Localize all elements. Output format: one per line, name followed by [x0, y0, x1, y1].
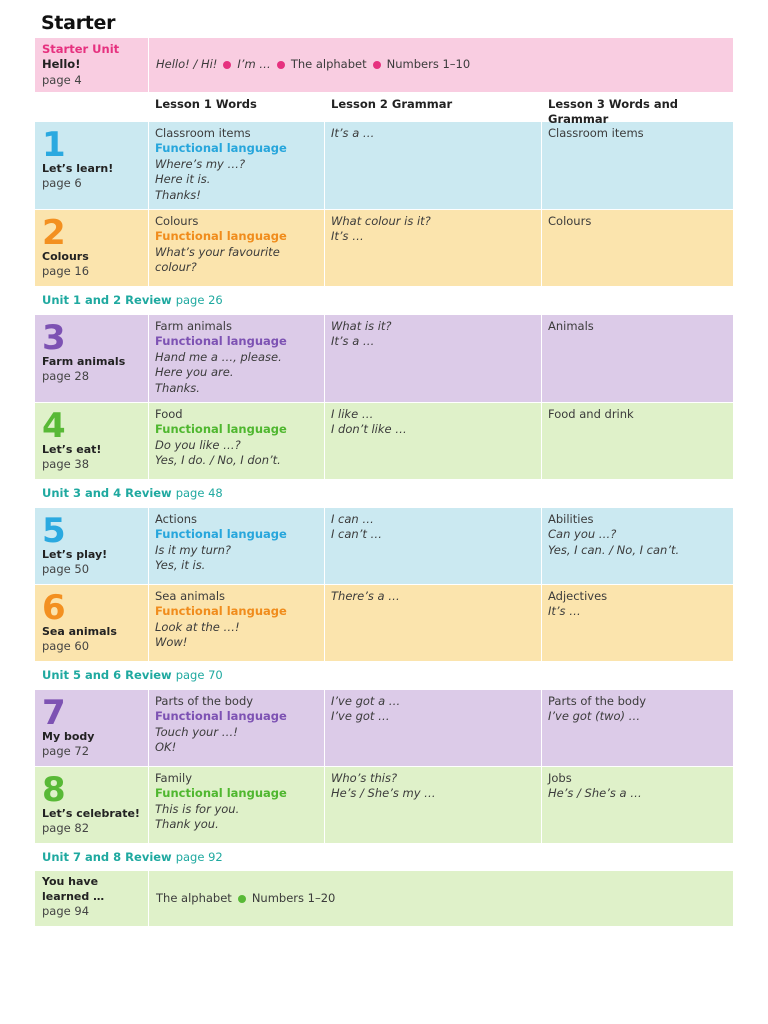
grammar-phrase: I’ve got …: [331, 709, 390, 724]
unit-name: Farm animals: [42, 355, 126, 368]
grammar-phrase: I don’t like …: [331, 422, 407, 437]
lesson-1-cell: [148, 508, 324, 584]
review-label: Unit 1 and 2 Review: [42, 293, 172, 307]
starter-item: Hello! / Hi!: [156, 57, 218, 72]
bullet-dot-icon: [277, 61, 285, 69]
page-title: Starter: [41, 12, 116, 34]
lesson-2-cell: [324, 585, 541, 661]
unit-number: 5: [42, 511, 66, 551]
unit-name: Let’s eat!: [42, 443, 102, 456]
grammar-phrase: It’s …: [331, 229, 364, 244]
functional-language-phrase: Here it is.: [155, 172, 211, 187]
functional-language-phrase: Look at the …!: [155, 619, 240, 634]
starter-unit-contents: [148, 38, 733, 92]
lesson-3-words: Adjectives: [548, 589, 608, 603]
review-row[interactable]: [35, 479, 733, 507]
bullet-dot-icon: [373, 61, 381, 69]
lesson-1-cell: [148, 767, 324, 843]
lesson-1-words: Sea animals: [155, 589, 226, 603]
functional-language-phrase: Here you are.: [155, 365, 234, 380]
lesson-1-words: Actions: [155, 512, 198, 526]
lesson-3-words: Jobs: [548, 771, 572, 785]
lesson-2-cell: [324, 767, 541, 843]
functional-language-phrase: OK!: [155, 740, 177, 755]
starter-item: The alphabet: [290, 57, 367, 72]
table-of-contents: [35, 38, 733, 926]
review-page: page 70: [175, 668, 223, 682]
functional-language-phrase: Thanks.: [155, 380, 200, 395]
final-item: The alphabet: [156, 890, 232, 905]
grammar-phrase: He’s / She’s my …: [331, 786, 436, 801]
unit-row[interactable]: [35, 689, 733, 766]
review-page: page 48: [175, 486, 223, 500]
unit-title-cell: [35, 690, 148, 766]
functional-language-phrase: Yes, it is.: [155, 558, 206, 573]
unit-name: Let’s learn!: [42, 162, 114, 175]
functional-language-phrase: What’s your favourite colour?: [155, 244, 280, 275]
unit-page: page 72: [42, 744, 90, 758]
unit-name: Sea animals: [42, 625, 117, 638]
grammar-phrase: I can …: [331, 512, 374, 526]
lesson-1-words: Family: [155, 771, 193, 785]
starter-unit-title: Hello!: [42, 57, 81, 72]
lesson-1-words: Parts of the body: [155, 694, 254, 708]
lesson-3-phrase: It’s …: [548, 604, 581, 619]
functional-language-phrase: Thank you.: [155, 817, 219, 832]
lesson-2-cell: [324, 690, 541, 766]
lesson-3-cell: [541, 690, 733, 766]
functional-language-phrase: Where’s my …?: [155, 156, 246, 171]
unit-number: 6: [42, 588, 66, 628]
unit-title-cell: [35, 767, 148, 843]
lesson-3-cell: [541, 767, 733, 843]
lesson-3-words: Abilities: [548, 512, 594, 526]
functional-language-phrase: Yes, I do. / No, I don’t.: [155, 453, 281, 468]
functional-language-phrase: Thanks!: [155, 187, 201, 202]
unit-number: 7: [42, 693, 66, 733]
functional-language-label: Functional language: [155, 527, 287, 542]
final-title: You have learned …: [42, 875, 105, 903]
lesson-2-cell: [324, 122, 541, 209]
lesson-1-cell: [148, 403, 324, 479]
lesson-3-phrase: He’s / She’s a …: [548, 786, 642, 801]
lesson-1-words: Farm animals: [155, 319, 232, 333]
final-cell: [35, 871, 148, 926]
unit-name: Let’s play!: [42, 548, 108, 561]
lesson-3-words: Classroom items: [548, 126, 644, 140]
lesson-2-cell: [324, 210, 541, 286]
unit-page: page 16: [42, 264, 90, 278]
lesson-2-cell: [324, 315, 541, 402]
lesson-3-cell: [541, 585, 733, 661]
unit-title-cell: [35, 122, 148, 209]
unit-name: Let’s celebrate!: [42, 807, 140, 820]
bullet-dot-icon: [238, 895, 246, 903]
unit-row[interactable]: [35, 766, 733, 843]
functional-language-label: Functional language: [155, 786, 287, 801]
unit-row[interactable]: [35, 209, 733, 286]
unit-number: 2: [42, 213, 66, 253]
lesson-1-words: Colours: [155, 214, 199, 228]
unit-number: 4: [42, 406, 66, 446]
lesson-3-cell: [541, 508, 733, 584]
review-row[interactable]: [35, 843, 733, 871]
lesson-1-cell: [148, 210, 324, 286]
header-lesson-3: Lesson 3 Words and Grammar: [548, 97, 679, 127]
unit-title-cell: [35, 210, 148, 286]
bullet-dot-icon: [223, 61, 231, 69]
functional-language-phrase: Wow!: [155, 635, 188, 650]
lesson-3-phrase: Can you …?: [548, 527, 617, 542]
unit-page: page 38: [42, 457, 90, 471]
final-item: Numbers 1–20: [251, 890, 336, 905]
starter-unit-page: page 4: [42, 72, 82, 87]
unit-page: page 6: [42, 176, 82, 190]
unit-name: Colours: [42, 250, 89, 263]
lesson-1-words: Classroom items: [155, 126, 251, 140]
header-lesson-1: Lesson 1 Words: [155, 97, 257, 111]
grammar-phrase: I like …: [331, 407, 374, 421]
review-label: Unit 7 and 8 Review: [42, 850, 172, 864]
units-list: [35, 121, 733, 871]
functional-language-phrase: Touch your …!: [155, 724, 238, 739]
unit-number: 8: [42, 770, 66, 810]
lesson-3-words: Colours: [548, 214, 592, 228]
unit-row[interactable]: [35, 402, 733, 479]
functional-language-phrase: Is it my turn?: [155, 542, 231, 557]
functional-language-label: Functional language: [155, 709, 287, 724]
unit-page: page 82: [42, 821, 90, 835]
lesson-3-phrase: I’ve got (two) …: [548, 709, 641, 724]
unit-page: page 60: [42, 639, 90, 653]
review-row[interactable]: [35, 286, 733, 314]
unit-number: 3: [42, 318, 66, 358]
functional-language-phrase: This is for you.: [155, 801, 240, 816]
unit-number: 1: [42, 125, 66, 165]
lesson-2-cell: [324, 508, 541, 584]
unit-page: page 50: [42, 562, 90, 576]
grammar-phrase: There’s a …: [331, 589, 400, 603]
lesson-1-cell: [148, 585, 324, 661]
unit-row[interactable]: [35, 121, 733, 209]
starter-item: I’m …: [237, 57, 271, 72]
starter-unit-cell: [35, 38, 148, 92]
unit-title-cell: [35, 315, 148, 402]
final-row[interactable]: [35, 871, 733, 926]
lesson-2-cell: [324, 403, 541, 479]
header-spacer: [35, 92, 148, 121]
unit-title-cell: [35, 585, 148, 661]
lesson-1-cell: [148, 690, 324, 766]
functional-language-phrase: Do you like …?: [155, 437, 241, 452]
lesson-3-words: Animals: [548, 319, 594, 333]
final-contents: [148, 871, 733, 926]
review-label: Unit 5 and 6 Review: [42, 668, 172, 682]
lesson-1-cell: [148, 315, 324, 402]
functional-language-phrase: Hand me a …, please.: [155, 349, 282, 364]
lesson-3-words: Food and drink: [548, 407, 634, 421]
review-row[interactable]: [35, 661, 733, 689]
starter-item: Numbers 1–10: [386, 57, 471, 72]
lesson-3-cell: [541, 315, 733, 402]
lesson-1-words: Food: [155, 407, 183, 421]
review-label: Unit 3 and 4 Review: [42, 486, 172, 500]
grammar-phrase: What colour is it?: [331, 214, 431, 228]
lesson-3-cell: [541, 403, 733, 479]
functional-language-label: Functional language: [155, 604, 287, 619]
grammar-phrase: It’s a …: [331, 126, 375, 140]
unit-row[interactable]: [35, 584, 733, 661]
functional-language-label: Functional language: [155, 334, 287, 349]
functional-language-label: Functional language: [155, 229, 287, 244]
functional-language-label: Functional language: [155, 141, 287, 156]
unit-name: My body: [42, 730, 95, 743]
lesson-3-cell: [541, 122, 733, 209]
lesson-header-row: [35, 92, 733, 127]
header-lesson-2: Lesson 2 Grammar: [331, 97, 453, 111]
unit-title-cell: [35, 508, 148, 584]
review-page: page 92: [175, 850, 223, 864]
unit-title-cell: [35, 403, 148, 479]
unit-page: page 28: [42, 369, 90, 383]
lesson-3-words: Parts of the body: [548, 694, 647, 708]
grammar-phrase: Who’s this?: [331, 771, 398, 785]
functional-language-label: Functional language: [155, 422, 287, 437]
grammar-phrase: It’s a …: [331, 334, 375, 349]
grammar-phrase: I’ve got a …: [331, 694, 401, 708]
unit-row[interactable]: [35, 507, 733, 584]
lesson-3-cell: [541, 210, 733, 286]
lesson-3-phrase: Yes, I can. / No, I can’t.: [548, 542, 680, 557]
final-page: page 94: [42, 904, 90, 918]
unit-row[interactable]: [35, 314, 733, 402]
starter-unit-label: Starter Unit: [42, 42, 120, 56]
grammar-phrase: I can’t …: [331, 527, 383, 542]
grammar-phrase: What is it?: [331, 319, 392, 333]
lesson-1-cell: [148, 122, 324, 209]
review-page: page 26: [175, 293, 223, 307]
starter-unit-row[interactable]: [35, 38, 733, 92]
